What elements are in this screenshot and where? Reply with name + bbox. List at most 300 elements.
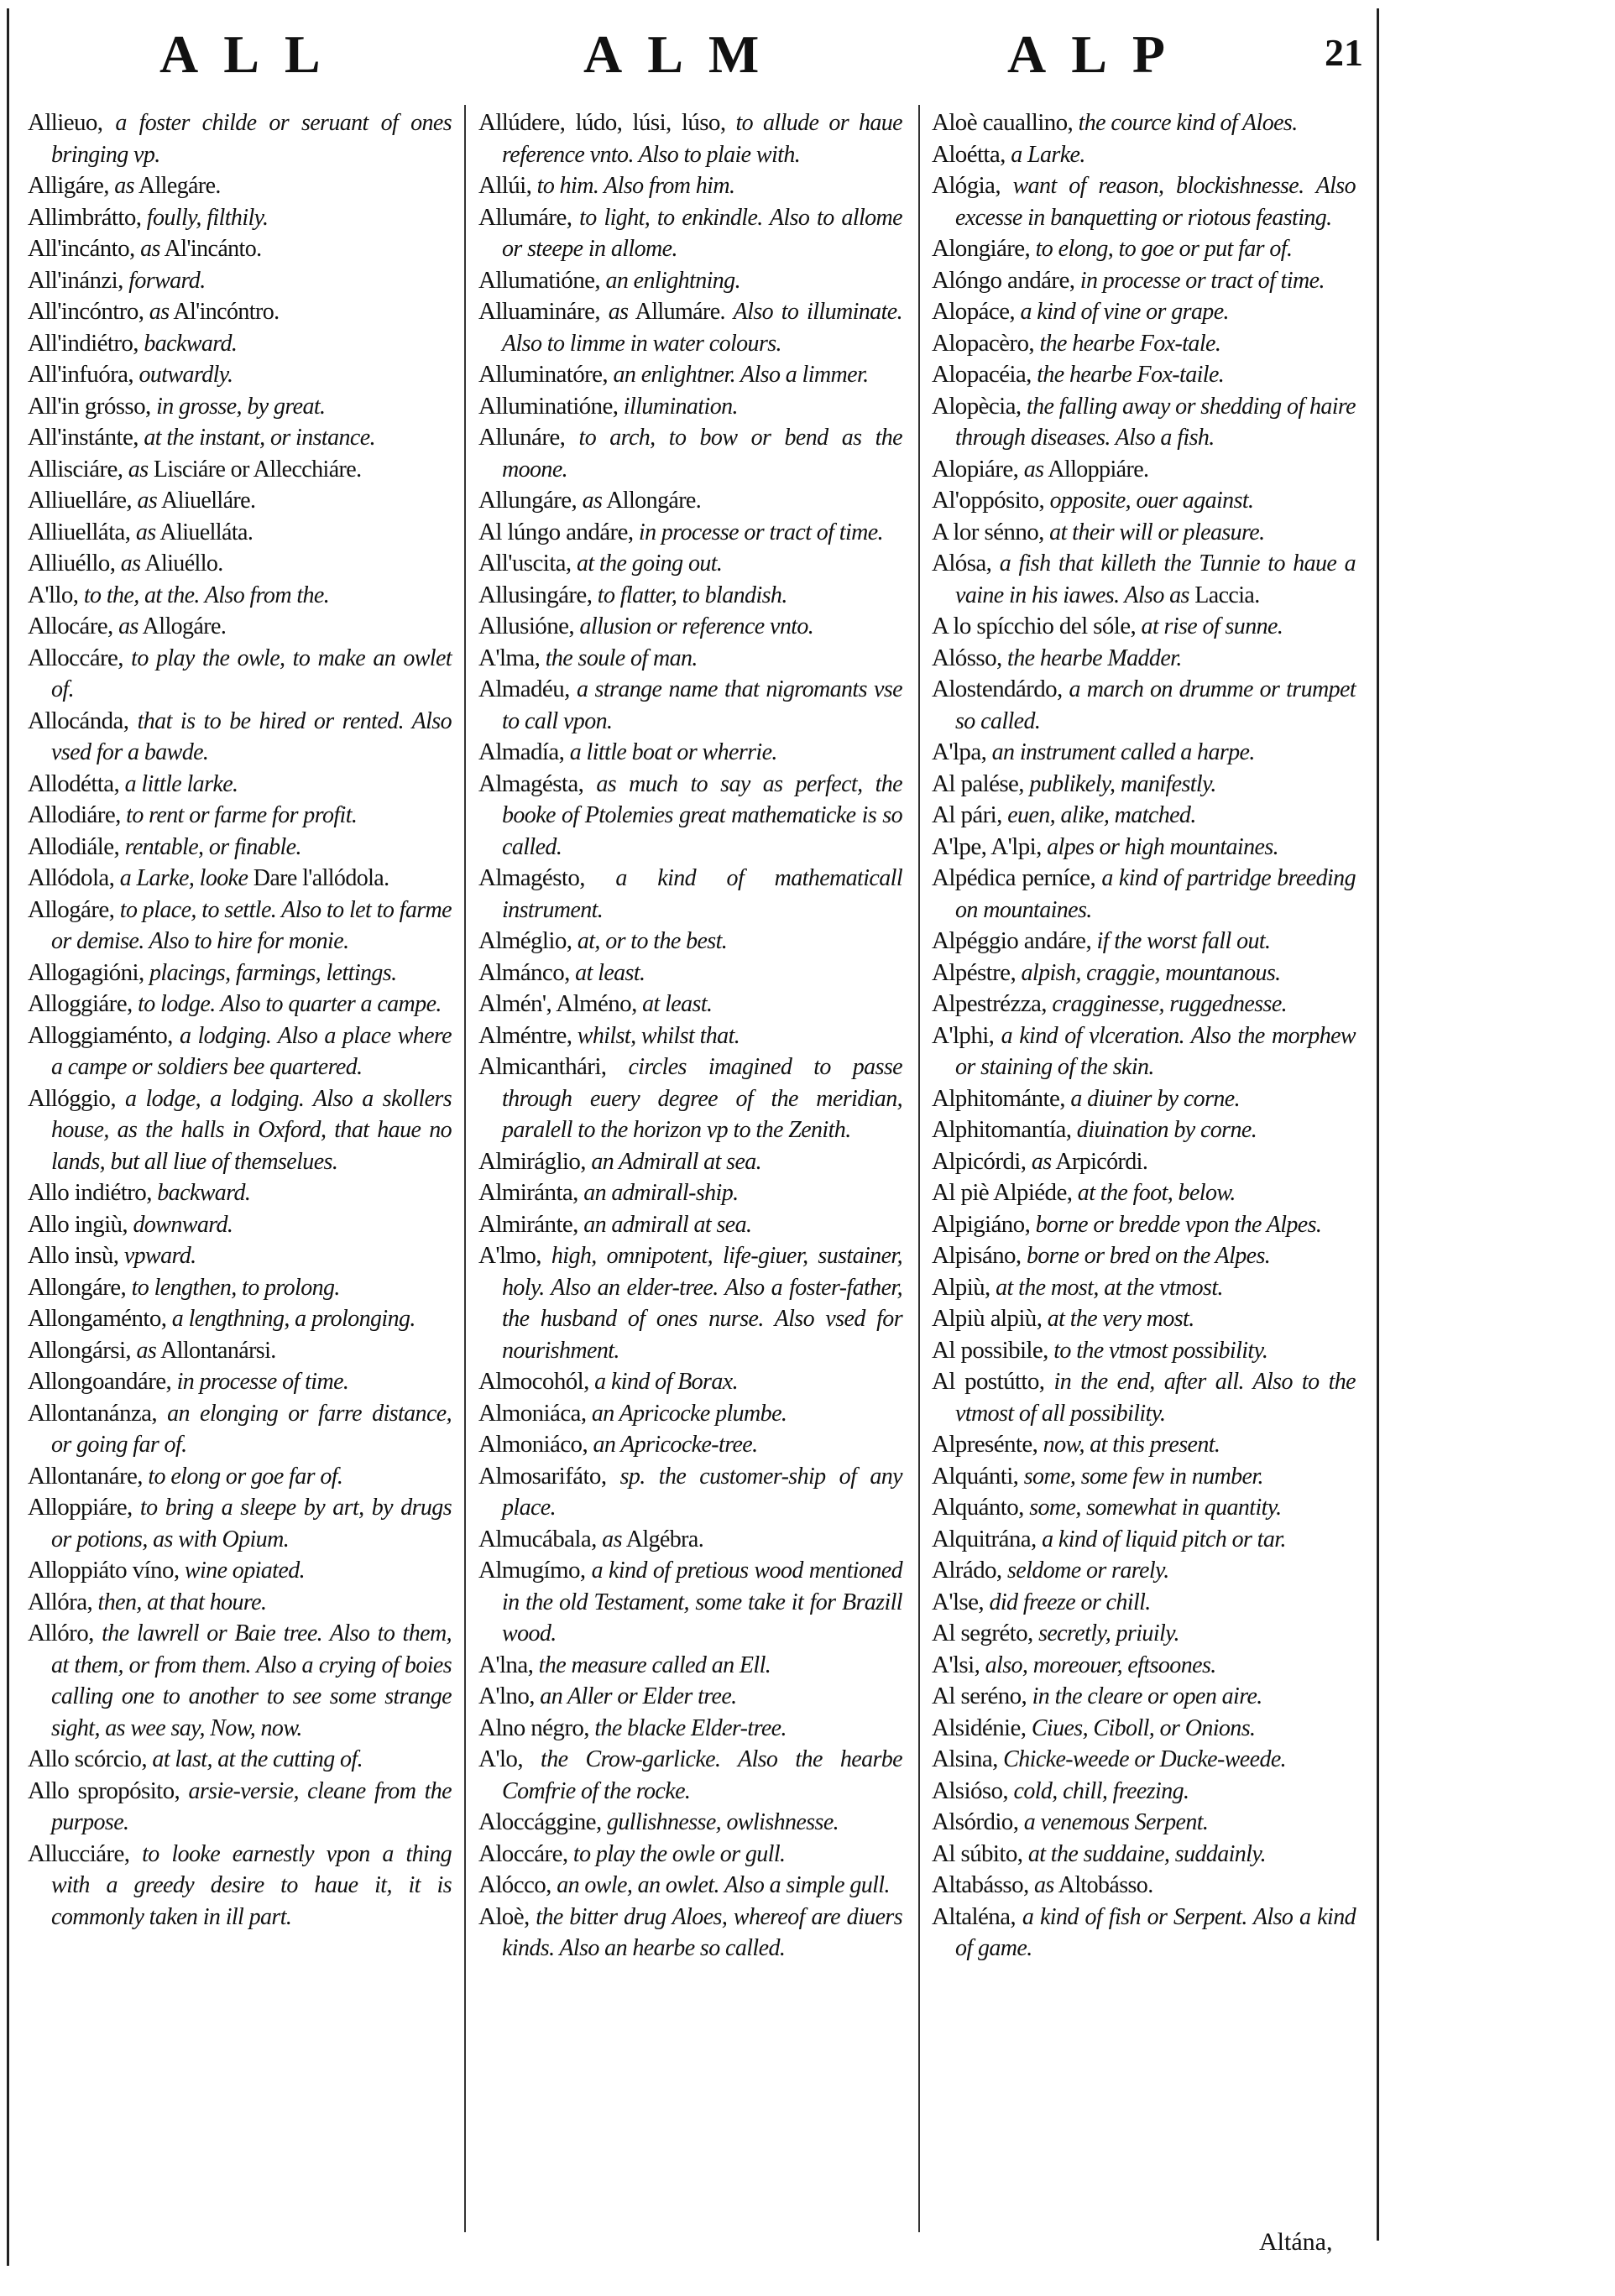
cross-reference: Aliuéllo.: [144, 551, 223, 577]
headword: Almiránta,: [478, 1179, 578, 1206]
dictionary-entry: [932, 1366, 1356, 1429]
headword: Alloggiaménto,: [28, 1021, 173, 1049]
headword: Allieuo,: [28, 109, 103, 136]
definition: to elong, to goe or put far of.: [1035, 236, 1293, 262]
dictionary-entry: [932, 1713, 1356, 1745]
definition: the bitter drug Aloes, whereof are diuers kinds. Also an hearbe so called.: [502, 1903, 902, 1961]
dictionary-entry: [478, 422, 902, 485]
headword: Almucábala,: [478, 1525, 597, 1552]
headword: Al pári,: [932, 801, 1002, 828]
definition: as: [118, 613, 139, 639]
headword: All'indiétro,: [28, 329, 139, 357]
dictionary-entry: [932, 1461, 1356, 1493]
column-rule: [464, 105, 466, 2232]
definition: to the, at the. Also from the.: [83, 582, 330, 608]
dictionary-entry: [28, 328, 452, 360]
dictionary-entry: [28, 958, 452, 989]
definition: to elong or goe far of.: [148, 1463, 343, 1490]
headword: Aloétta,: [932, 140, 1006, 168]
cross-reference: Altobásso.: [1058, 1872, 1153, 1898]
headword: Alopacéia,: [932, 361, 1032, 388]
dictionary-entry: [28, 1776, 452, 1839]
cross-reference: Laccia.: [1194, 582, 1260, 608]
dictionary-entry: [478, 202, 902, 265]
headword: Alluminatóre,: [478, 361, 609, 388]
definition: want of reason, blockishnesse. Also excesse in banquetting or riotous feasting.: [955, 173, 1356, 231]
headword: Alliuelláre,: [28, 487, 133, 514]
definition: the blacke Elder-tree.: [594, 1714, 787, 1741]
dictionary-entry: [478, 359, 902, 391]
definition: as much to say as perfect, the booke of Ptolemies great mathematicke is so called.: [502, 770, 902, 860]
dictionary-entry: [28, 1272, 452, 1304]
dictionary-entry: [478, 265, 902, 297]
definition: an admirall-ship.: [583, 1180, 739, 1206]
headword: All'infuóra,: [28, 361, 134, 388]
dictionary-entry: [932, 1083, 1356, 1115]
headword: Aloccáre,: [478, 1839, 568, 1867]
definition: a kind of mathematicall instrument.: [502, 865, 902, 923]
running-head-left: ALL: [159, 24, 346, 84]
definition: a little boat or wherrie.: [569, 739, 777, 765]
dictionary-entry: [478, 1051, 902, 1146]
dictionary-entry: [478, 989, 902, 1020]
cross-reference: Allumáre.: [635, 299, 725, 325]
headword: Alpéggio andáre,: [932, 927, 1092, 954]
headword: Al postútto,: [932, 1368, 1045, 1395]
headword: All'uscita,: [478, 550, 572, 577]
headword: Alpicórdi,: [932, 1147, 1027, 1175]
definition: illumination.: [623, 393, 738, 420]
definition: publikely, manifestly.: [1029, 770, 1216, 797]
dictionary-entry: [478, 548, 902, 580]
dictionary-entry: [478, 1713, 902, 1745]
headword: Allodétta,: [28, 770, 120, 797]
cross-reference: Algébra.: [625, 1526, 704, 1552]
dictionary-entry: [932, 1902, 1356, 1965]
definition: backward.: [157, 1180, 251, 1206]
dictionary-entry: [28, 1303, 452, 1335]
headword: Alopacèro,: [932, 329, 1035, 357]
headword: Altabásso,: [932, 1871, 1029, 1898]
column-rule: [918, 105, 920, 2232]
page-border-left: [7, 8, 9, 2266]
definition: Ciues, Ciboll, or Onions.: [1031, 1714, 1256, 1741]
headword: Alluamináre,: [478, 298, 600, 325]
dictionary-entry: [28, 1020, 452, 1083]
definition: an owle, an owlet. Also a simple gull.: [557, 1872, 890, 1898]
dictionary-entry: [932, 1618, 1356, 1650]
definition: the Crow-garlicke. Also the hearbe Comfrie of the rocke.: [502, 1746, 902, 1804]
headword: Allúi,: [478, 172, 532, 199]
dictionary-entry: [478, 1366, 902, 1398]
definition: an Aller or Elder tree.: [540, 1683, 737, 1709]
headword: Almoniáco,: [478, 1431, 588, 1458]
headword: Aloccággine,: [478, 1808, 602, 1835]
dictionary-entry: [932, 832, 1356, 864]
definition: as: [137, 488, 158, 514]
definition: a kind of fish or Serpent. Also a kind of game.: [955, 1903, 1356, 1961]
headword: Allisciáre,: [28, 455, 123, 483]
definition: euen, alike, matched.: [1007, 802, 1196, 828]
headword: Alócco,: [478, 1871, 551, 1898]
headword: Allogáre,: [28, 895, 115, 923]
headword: Al piè Alpiéde,: [932, 1179, 1073, 1206]
definition: to flatter, to blandish.: [597, 582, 787, 608]
headword: Allongársi,: [28, 1336, 132, 1364]
definition: to looke earnestly vpon a thing with a greedy desire to haue it, it is commonly taken in ill part.: [51, 1840, 452, 1930]
headword: Allimbrátto,: [28, 203, 142, 231]
headword: Alpigiáno,: [932, 1210, 1031, 1238]
dictionary-entry: [28, 233, 452, 265]
definition: alpes or high mountaines.: [1047, 833, 1279, 860]
dictionary-entry: [932, 800, 1356, 832]
dictionary-entry: [28, 485, 452, 517]
dictionary-entry: [478, 1902, 902, 1965]
definition: at their will or pleasure.: [1049, 519, 1265, 545]
dictionary-entry: [28, 1177, 452, 1209]
definition: the hearbe Fox-tale.: [1039, 330, 1221, 357]
definition: diuination by corne.: [1076, 1117, 1257, 1143]
headword: Allumatióne,: [478, 266, 601, 294]
dictionary-entry: [932, 1555, 1356, 1587]
dictionary-entry: [932, 1240, 1356, 1272]
headword: Aloè cauallino,: [932, 109, 1074, 136]
definition: at the very most.: [1047, 1306, 1194, 1332]
dictionary-entry: [28, 1461, 452, 1493]
headword: Alósa,: [932, 550, 992, 577]
dictionary-entry: [932, 674, 1356, 737]
headword: Allodiáre,: [28, 801, 121, 828]
definition: the hearbe Madder.: [1007, 644, 1182, 671]
headword: Almadéu,: [478, 676, 570, 702]
dictionary-entry: [932, 485, 1356, 517]
headword: Allo indiétro,: [28, 1179, 152, 1206]
definition: an Apricocke plumbe.: [591, 1400, 787, 1427]
dictionary-entry: [478, 1177, 902, 1209]
headword: A lor sénno,: [932, 518, 1044, 545]
definition: to rent or farme for profit.: [126, 802, 358, 828]
dictionary-entry: [932, 1429, 1356, 1461]
definition: at least.: [575, 959, 645, 986]
headword: Alquánti,: [932, 1462, 1019, 1490]
headword: Alrádo,: [932, 1557, 1002, 1584]
dictionary-entry: [932, 233, 1356, 265]
definition: Chicke-weede or Ducke-weede.: [1003, 1746, 1287, 1772]
definition: at the instant, or instance.: [144, 425, 375, 451]
dictionary-entry: [28, 1366, 452, 1398]
headword: A'lse,: [932, 1588, 985, 1615]
headword: Almicanthári,: [478, 1053, 607, 1080]
definition: the lawrell or Baie tree. Also to them, at them, or from them. Also a crying of boies calling one to another to see some strange sight, as wee say, Now, now.: [51, 1620, 452, 1741]
definition: alpish, craggie, mountanous.: [1021, 959, 1281, 986]
dictionary-entry: [28, 832, 452, 864]
definition: rentable, or finable.: [124, 833, 301, 860]
dictionary-entry: [932, 107, 1356, 139]
headword: Alluminatióne,: [478, 392, 619, 420]
dictionary-entry: [28, 769, 452, 801]
definition: sp. the customer-ship of any place.: [502, 1463, 902, 1521]
headword: Alsióso,: [932, 1777, 1009, 1804]
definition: in grosse, by great.: [156, 393, 326, 420]
cross-reference: Lisciáre or Allecchiáre.: [153, 456, 362, 483]
dictionary-entry: [932, 926, 1356, 958]
headword: Allontanánza,: [28, 1399, 158, 1427]
headword: Alloccáre,: [28, 644, 123, 671]
dictionary-entry: [478, 1839, 902, 1871]
definition: a Larke.: [1011, 141, 1085, 168]
headword: Alpiù,: [932, 1273, 990, 1301]
definition: to him. Also from him.: [536, 173, 735, 199]
headword: Alméntre,: [478, 1021, 572, 1049]
dictionary-entry: [932, 1839, 1356, 1871]
dictionary-entry: [932, 328, 1356, 360]
dictionary-entry: [932, 1744, 1356, 1776]
definition: the falling away or shedding of haire through diseases. Also a fish.: [955, 393, 1356, 451]
definition: wine opiated.: [184, 1558, 305, 1584]
cross-reference: Al'incánto.: [164, 236, 262, 262]
headword: Al lúngo andáre,: [478, 518, 634, 545]
headword: Al seréno,: [932, 1683, 1027, 1709]
dictionary-entry: [28, 863, 452, 895]
definition: also, moreouer, eftsoones.: [985, 1652, 1216, 1678]
dictionary-entry: [932, 769, 1356, 801]
dictionary-entry: [478, 1146, 902, 1178]
dictionary-entry: [478, 1461, 902, 1524]
definition: a lodging. Also a place where a campe or soldiers bee quartered.: [51, 1022, 452, 1080]
dictionary-entry: [932, 737, 1356, 769]
dictionary-entry: [478, 1870, 902, 1902]
headword: Allódola,: [28, 864, 115, 891]
dictionary-entry: [28, 611, 452, 643]
headword: Almagésta,: [478, 770, 584, 797]
definition: a venemous Serpent.: [1023, 1809, 1209, 1835]
definition: an elonging or farre distance, or going far of.: [51, 1400, 452, 1458]
cross-reference: Dare l'allódola.: [253, 865, 389, 891]
definition: that is to be hired or rented. Also vsed for a bawde.: [51, 707, 452, 765]
dictionary-entry: [932, 863, 1356, 926]
headword: Almiránte,: [478, 1210, 578, 1238]
definition: as: [1031, 1148, 1052, 1175]
definition: foully, filthily.: [146, 204, 269, 231]
definition: borne or bred on the Alpes.: [1026, 1243, 1271, 1269]
definition: an instrument called a harpe.: [991, 739, 1255, 765]
dictionary-entry: [932, 1587, 1356, 1619]
headword: Allontanáre,: [28, 1462, 143, 1490]
headword: Allóra,: [28, 1588, 93, 1615]
headword: Almánco,: [478, 958, 570, 986]
headword: All'incóntro,: [28, 298, 144, 325]
definition: placings, farmings, lettings.: [149, 959, 397, 986]
definition: at last, at the cutting of.: [152, 1746, 363, 1772]
definition: in the end, after all. Also to the vtmost of all possibility.: [955, 1369, 1356, 1427]
dictionary-entry: [932, 1146, 1356, 1178]
running-head-center: ALM: [583, 24, 785, 84]
headword: Alósso,: [932, 644, 1002, 671]
headword: Allongoandáre,: [28, 1368, 172, 1395]
cross-reference: Allongáre.: [606, 488, 702, 514]
definition: cragginesse, ruggednesse.: [1052, 991, 1288, 1017]
definition: at the foot, below.: [1077, 1180, 1236, 1206]
headword: Almadía,: [478, 738, 565, 765]
headword: Alphitomantía,: [932, 1116, 1072, 1143]
running-head-right: ALP: [1007, 24, 1190, 84]
definition: some, somewhat in quantity.: [1029, 1495, 1282, 1521]
definition: as: [120, 551, 141, 577]
headword: Alpisáno,: [932, 1242, 1022, 1269]
cross-reference: Aliuelláre.: [161, 488, 256, 514]
catchword: Altána,: [1259, 2228, 1333, 2256]
dictionary-entry: [932, 1177, 1356, 1209]
dictionary-entry: [28, 706, 452, 769]
headword: Allo ingiù,: [28, 1210, 128, 1238]
dictionary-entry: [478, 1524, 902, 1556]
dictionary-entry: [478, 1240, 902, 1366]
dictionary-entry: [932, 139, 1356, 171]
definition: to allude or haue reference vnto. Also to plaie with.: [502, 110, 903, 168]
dictionary-entry: [932, 1776, 1356, 1808]
headword: Almiráglio,: [478, 1147, 586, 1175]
definition: in processe of time.: [176, 1369, 349, 1395]
dictionary-entry: [28, 643, 452, 706]
headword: Alpéstre,: [932, 958, 1017, 986]
dictionary-entry: [478, 611, 902, 643]
cross-reference: Arpicórdi.: [1055, 1148, 1148, 1175]
headword: Allusióne,: [478, 613, 575, 639]
dictionary-entry: [932, 989, 1356, 1020]
dictionary-entry: [28, 202, 452, 234]
headword: Alsina,: [932, 1745, 998, 1772]
headword: Alphitománte,: [932, 1084, 1065, 1112]
dictionary-entry: [932, 296, 1356, 328]
headword: Allóggio,: [28, 1084, 116, 1112]
dictionary-entry: [478, 107, 902, 170]
headword: Alliuéllo,: [28, 550, 116, 577]
dictionary-entry: [478, 170, 902, 202]
headword: Almén', Alméno,: [478, 990, 637, 1017]
dictionary-entry: [28, 170, 452, 202]
headword: Alliuelláta,: [28, 518, 131, 545]
dictionary-entry: [478, 391, 902, 423]
definition: did freeze or chill.: [989, 1589, 1151, 1615]
dictionary-entry: [932, 958, 1356, 989]
definition: the cource kind of Aloes.: [1078, 110, 1298, 136]
definition: to play the owle or gull.: [572, 1840, 786, 1867]
dictionary-entry: [28, 580, 452, 612]
definition: in processe or tract of time.: [1079, 267, 1325, 294]
column-3: [932, 107, 1356, 1965]
definition: a lodge, a lodging. Also a skollers house, as the halls in Oxford, that haue no lands, but all liue of themselues.: [51, 1085, 452, 1175]
definition: as: [608, 299, 629, 325]
definition: then, at that houre.: [97, 1589, 267, 1615]
definition: vpward.: [123, 1243, 196, 1269]
dictionary-entry: [932, 359, 1356, 391]
headword: Allocáre,: [28, 613, 113, 639]
headword: Allumáre,: [478, 203, 572, 231]
definition: arsie-versie, cleane from the purpose.: [51, 1777, 452, 1835]
column-1: [28, 107, 452, 1933]
definition: a kind of pretious wood mentioned in the old Testament, some take it for Brazill wood.: [502, 1558, 902, 1646]
dictionary-entry: [28, 1618, 452, 1744]
dictionary-entry: [28, 1744, 452, 1776]
headword: Al palése,: [932, 770, 1024, 797]
headword: Alpestrézza,: [932, 990, 1047, 1017]
dictionary-entry: [932, 1492, 1356, 1524]
definition: an enlightner. Also a limmer.: [613, 362, 869, 388]
definition: to the vtmost possibility.: [1053, 1337, 1268, 1364]
headword: Alno négro,: [478, 1714, 589, 1741]
definition: an enlightning.: [605, 267, 740, 294]
dictionary-entry: [932, 170, 1356, 233]
headword: Almagésto,: [478, 864, 585, 891]
dictionary-entry: [28, 454, 452, 486]
headword: Allo scórcio,: [28, 1745, 148, 1772]
definition: as: [114, 173, 134, 199]
dictionary-entry: [478, 485, 902, 517]
headword: A'lsi,: [932, 1651, 980, 1678]
definition: if the worst fall out.: [1096, 928, 1271, 954]
headword: Allungáre,: [478, 487, 578, 514]
definition: to bring a sleepe by art, by drugs or potions, as with Opium.: [51, 1495, 452, 1552]
dictionary-entry: [932, 1272, 1356, 1304]
headword: Allóro,: [28, 1620, 94, 1646]
headword: Alopáce,: [932, 298, 1016, 325]
definition: backward.: [144, 330, 238, 357]
headword: A'lphi,: [932, 1021, 995, 1049]
definition: some, some few in number.: [1023, 1463, 1263, 1490]
definition: a kind of Borax.: [594, 1369, 738, 1395]
headword: Allúdere, lúdo, lúsi, lúso,: [478, 109, 726, 136]
dictionary-entry: [28, 107, 452, 170]
headword: Alloppiáre,: [28, 1494, 133, 1521]
definition: forward.: [128, 267, 206, 294]
headword: A'lo,: [478, 1745, 523, 1772]
column-2: [478, 107, 902, 1965]
definition: as: [136, 1337, 157, 1364]
definition: in the cleare or open aire.: [1032, 1683, 1262, 1709]
headword: All'instánte,: [28, 424, 139, 451]
definition: borne or bredde vpon the Alpes.: [1035, 1211, 1322, 1238]
definition: a strange name that nigromants vse to call vpon.: [502, 676, 903, 734]
headword: Alongiáre,: [932, 235, 1031, 262]
definition: at the going out.: [576, 551, 723, 577]
dictionary-entry: [932, 265, 1356, 297]
headword: A'lpa,: [932, 738, 987, 765]
headword: Al'oppósito,: [932, 487, 1045, 514]
headword: Alpresénte,: [932, 1431, 1038, 1458]
dictionary-entry: [932, 1020, 1356, 1083]
cross-reference: Aliuelláta.: [159, 519, 253, 545]
dictionary-entry: [478, 1429, 902, 1461]
headword: Alquánto,: [932, 1494, 1024, 1521]
headword: All'inánzi,: [28, 266, 123, 294]
definition: whilst, whilst that.: [577, 1022, 740, 1049]
dictionary-entry: [28, 1240, 452, 1272]
headword: Alopiáre,: [932, 455, 1019, 483]
cross-reference: Al'incóntro.: [173, 299, 280, 325]
definition: a kind of vine or grape.: [1020, 299, 1229, 325]
headword: Allo spropósito,: [28, 1777, 180, 1804]
dictionary-entry: [932, 454, 1356, 486]
definition: an Admirall at sea.: [591, 1148, 762, 1175]
dictionary-entry: [932, 1524, 1356, 1556]
definition: at the suddaine, suddainly.: [1027, 1840, 1267, 1867]
headword: Allo insù,: [28, 1242, 119, 1269]
dictionary-entry: [28, 391, 452, 423]
definition: to lengthen, to prolong.: [131, 1274, 340, 1301]
definition: to lodge. Also to quarter a campe.: [138, 991, 442, 1017]
definition: a diuiner by corne.: [1070, 1085, 1240, 1112]
dictionary-entry: [28, 989, 452, 1020]
